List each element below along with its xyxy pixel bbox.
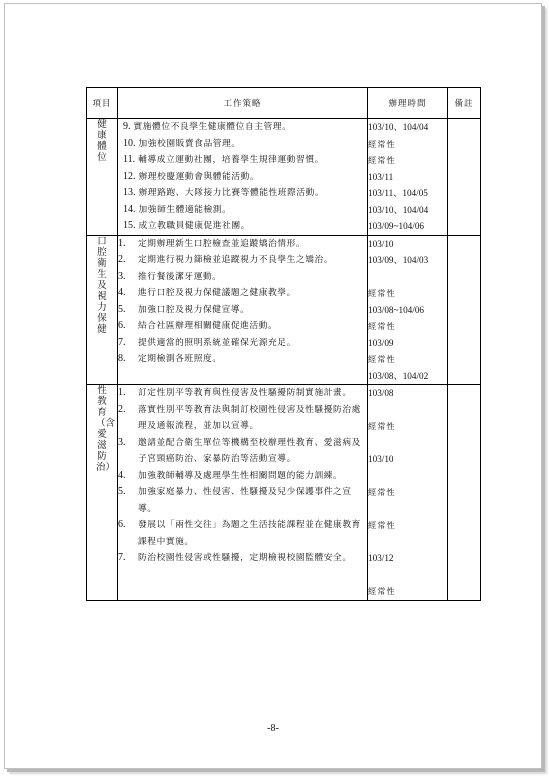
time-value: 103/11、104/05 [368,188,428,198]
page-number: -8- [267,723,279,734]
list-item: 1. 定期辦理新生口腔檢查並追蹤矯治情形。 [118,237,306,249]
time-value: 103/10、104/04 [368,122,429,132]
list-item: 2. 落實性別平等教育法與制訂校園性侵害及性騷擾防治處理及通報流程，並加以宣導。 [118,403,361,431]
list-item: 8. 定期檢測各班照度。 [118,353,222,364]
time-value: 103/11 [368,171,394,182]
list-item: 5. 加強口腔及視力保健宣導。 [118,303,250,315]
time-value: 經常性 [368,586,396,596]
time-value: 103/10、104/04 [368,204,429,215]
time-value: 經常性 [368,155,396,165]
time-cell [368,119,448,236]
time-value: 103/08~104/06 [368,304,425,315]
header-category: 項目 [87,88,118,119]
category-label: 健康體位 [97,119,107,163]
section-row-sex-education [87,385,481,601]
time-value: 103/09~104/06 [368,221,425,231]
header-time: 辦理時間 [368,88,448,119]
list-item: 9. 實施體位不良學生健康體位自主管理。 [123,121,292,132]
category-cell [87,385,118,601]
category-label: 口腔衛生及視力保健 [97,235,107,335]
list-item: 11. 輔導成立運動社團，培養學生規律運動習慣。 [123,154,324,165]
time-cell [368,235,448,385]
table-header-row [87,88,481,119]
strategy-cell [118,235,368,385]
category-cell [87,235,118,385]
list-item: 12. 辦理校慶運動會與體能活動。 [123,170,260,182]
strategy-table [86,87,481,601]
list-item: 5. 加強家庭暴力、性侵害、性騷擾及兒少保護事件之宣導。 [118,486,352,514]
list-item: 6. 結合社區辦理相關健康促進活動。 [118,320,278,331]
time-value: 103/08、104/02 [368,370,429,381]
time-value: 經常性 [368,138,396,149]
list-item: 3. 邀請並配合衛生單位等機構至校辦理性教育、愛滋病及子宮頸癌防治、家暴防治等活動宣導。 [118,436,361,464]
list-item: 7. 防治校園性侵害或性騷擾，定期檢視校園監體安全。 [118,552,352,563]
category-label: 性教育（含愛滋防治） [96,385,116,473]
time-value: 103/10 [368,454,394,464]
list-item: 1. 訂定性別平等教育與性侵害及性騷擾防制實施計畫。 [118,387,352,398]
remark-cell [448,119,481,236]
list-item: 2. 定期進行視力篩檢並追蹤視力不良學生之矯治。 [118,254,334,265]
time-value: 經常性 [368,520,396,530]
time-value: 經常性 [368,288,396,298]
time-value: 經常性 [368,487,396,497]
header-remark: 備註 [448,88,481,119]
list-item: 7. 提供適當的照明系統並確保光源充足。 [118,336,296,348]
list-item: 4. 進行口腔及視力保健議題之健康教學。 [118,287,296,298]
time-value: 103/09、104/03 [368,255,429,265]
section-row-healthy-weight [87,119,481,236]
time-value: 經常性 [368,354,396,364]
list-item: 6. 發展以「兩性交往」為題之生活技能課程並在健康教育課程中實施。 [118,519,361,547]
list-item: 10. 加強校園販賣食品管理。 [123,137,241,149]
time-value: 103/12 [368,553,394,563]
list-item: 13. 辦理路跑、大隊接力比賽等體能性班際活動。 [123,187,325,198]
time-value: 103/09 [368,337,394,348]
list-item: 3. 推行餐後潔牙運動。 [118,270,222,282]
list-item: 15. 成立教職員健康促進社團。 [123,220,250,231]
section-row-oral-vision [87,235,481,385]
strategy-cell [118,119,368,236]
document-page [4,3,542,769]
list-item: 14. 加強師生體適能檢測。 [123,203,232,215]
remark-cell [448,235,481,385]
time-cell [368,385,448,601]
time-value: 經常性 [368,421,396,431]
time-value: 103/08 [368,388,394,398]
remark-cell [448,385,481,601]
header-strategy: 工作策略 [118,88,368,119]
time-value: 103/10 [368,238,394,249]
list-item: 4. 加強教師輔導及處理學生性相關問題的能力訓練。 [118,469,343,481]
time-value: 經常性 [368,321,396,331]
category-cell [87,119,118,236]
strategy-cell [118,385,368,601]
